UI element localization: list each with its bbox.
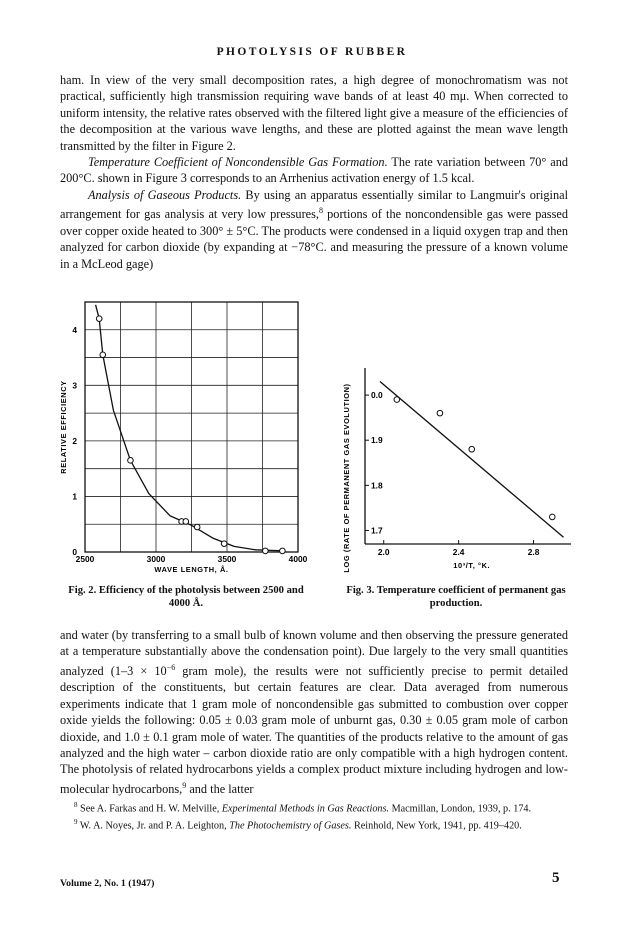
figure-3-caption-text: Temperature coefficient of permanent gas production.: [374, 585, 566, 609]
footnote-ref-8[interactable]: 8: [318, 206, 323, 216]
footnote-8: [60, 799, 568, 816]
y-axis-label: LOG (RATE OF PERMANENT GAS EVOLUTION): [342, 383, 351, 573]
x-tick-label-2: 3500: [217, 554, 237, 564]
figure-2-chart: [55, 296, 317, 584]
body-text-bottom: [60, 627, 568, 797]
paragraph-4-text-b: gram mole), the results were not sufficiently precise to permit detailed description of the constituents, but certain features are clear. Data averaged from numerous experiments indicate that 1 gram mole of noncondensible gas submitted to combustion over copper oxide yields the following: 0.05 ± 0.03 gram mole of unburnt gas, 0.30 ± 0.05 gram mole of carbon dioxide, and 1.0 ± 0.1 gram mole of water. The quantities of the products relative to the amount of gas analyzed and the high water – carbon dioxide ratio are only compatible with a high hydrogen content. The photolysis of related hydrocarbons yields a complex product mixture including hydrogen and low-molecular hydrocarbons,: [60, 663, 568, 796]
fit-line: [380, 382, 564, 538]
paragraph-2: [60, 154, 568, 187]
footnote-8-mark: 8: [74, 801, 78, 809]
y-tick-label-3: 3: [72, 380, 77, 391]
x-tick-label-0: 2500: [75, 554, 95, 564]
exponent: −6: [166, 662, 176, 672]
x-axis-label: 10³/T, °K.: [453, 561, 491, 570]
x-tick-label-2: 2.8: [527, 547, 540, 557]
footnote-9-mark: 9: [74, 817, 78, 826]
y-tick-label-0: 0: [72, 547, 77, 557]
footnote-ref-9[interactable]: 9: [182, 780, 187, 790]
y-tick-label-2: 1.9: [371, 435, 383, 446]
x-axis-label: WAVE LENGTH, Å.: [154, 565, 229, 574]
paragraph-4-text-a: and water (by transferring to a small bulb of known volume and then observing the pressure generated at a temperature substantially above the condensation point). Due largely to the very small quantities analyzed (1–3 × 10: [60, 628, 568, 678]
footnote-8-text-a: See A. Farkas and H. W. Melville,: [77, 803, 222, 815]
footnotes: [60, 799, 568, 832]
x-tick-label-1: 3000: [146, 554, 166, 564]
footnote-9-text-a: W. A. Noyes, Jr. and P. A. Leighton,: [77, 819, 230, 831]
footnote-9: [60, 816, 568, 833]
data-point-7: [263, 548, 269, 554]
figure-2-label: Fig. 2.: [68, 585, 97, 596]
page-number: 5: [552, 870, 560, 886]
paragraph-3-text-a: By using an apparatus essentially similar to Langmuir's original arrangement for gas analysis at very low pressures,: [60, 187, 568, 222]
footnote-9-title: The Photochemistry of Gases.: [229, 819, 352, 831]
running-header: PHOTOLYSIS OF RUBBER: [216, 46, 408, 58]
x-tick-label-1: 2.4: [452, 547, 465, 557]
paragraph-3-text-b: portions of the noncondensible gas were passed over copper oxide heated to 300° ± 5°C. The products were condensed in a liquid oxygen trap and then analyzed for carbon dioxide (by expanding at −78°C. and measuring the pressure of a known volume in a McLeod gage): [60, 207, 568, 271]
volume-info: Volume 2, No. 1 (1947): [60, 878, 155, 889]
x-tick-label-0: 2.0: [377, 547, 390, 557]
body-text-top: [60, 72, 568, 272]
data-point-4: [183, 519, 189, 525]
data-point-1: [437, 410, 443, 416]
y-tick-label-2: 2: [72, 435, 77, 446]
y-tick-label-4: 4: [72, 324, 77, 335]
figure-2-caption-text: Efficiency of the photolysis between 2500 and 4000 Å.: [96, 585, 304, 609]
data-point-8: [280, 548, 286, 554]
y-axis-label: RELATIVE EFFICIENCY: [59, 380, 68, 474]
data-point-1: [100, 352, 106, 358]
y-tick-label-3: 0.0: [371, 390, 383, 401]
data-point-0: [394, 397, 400, 403]
y-tick-label-0: 1.7: [371, 525, 383, 536]
data-point-3: [549, 514, 555, 520]
y-tick-label-1: 1.8: [371, 480, 383, 491]
footnote-8-text-b: Macmillan, London, 1939, p. 174.: [389, 803, 532, 815]
paragraph-1: ham. In view of the very small decomposition rates, a high degree of monochromatism was not practical, sufficiently high transmission requiring wave bands of at least 40 mμ. When corrected to uniform intensity, the relative rates observed with the filtered light give a measure of the efficiencies of the decomposition at the various wave lengths, and these are plotted against the mean wave length transmitted by the filter in Figure 2.: [60, 73, 568, 153]
fit-curve: [96, 305, 284, 551]
paragraph-3: [60, 187, 568, 272]
figure-2-caption: [60, 584, 312, 610]
footnote-8-title: Experimental Methods in Gas Reactions.: [221, 803, 390, 815]
paragraph-4-text-c: and the latter: [186, 781, 254, 796]
data-point-6: [221, 541, 227, 547]
x-tick-label-3: 4000: [288, 554, 308, 564]
figure-3-caption: [338, 584, 574, 610]
paragraph-2-text: The rate variation between 70° and 200°C. shown in Figure 3 corresponds to an Arrhenius activation energy of 1.5 kcal.: [60, 155, 568, 186]
data-point-0: [96, 316, 102, 322]
data-point-2: [128, 458, 134, 464]
y-tick-label-1: 1: [72, 491, 77, 502]
section-heading-temperature: Temperature Coefficient of Noncondensible Gas Formation.: [88, 155, 388, 170]
figure-3-chart: [325, 360, 577, 584]
footnote-9-text-b: Reinhold, New York, 1941, pp. 419–420.: [351, 819, 522, 831]
data-point-2: [469, 446, 475, 452]
figure-3-label: Fig. 3.: [346, 585, 375, 596]
section-heading-analysis: Analysis of Gaseous Products.: [88, 187, 242, 202]
data-point-5: [194, 524, 200, 530]
paragraph-4: [60, 627, 568, 797]
